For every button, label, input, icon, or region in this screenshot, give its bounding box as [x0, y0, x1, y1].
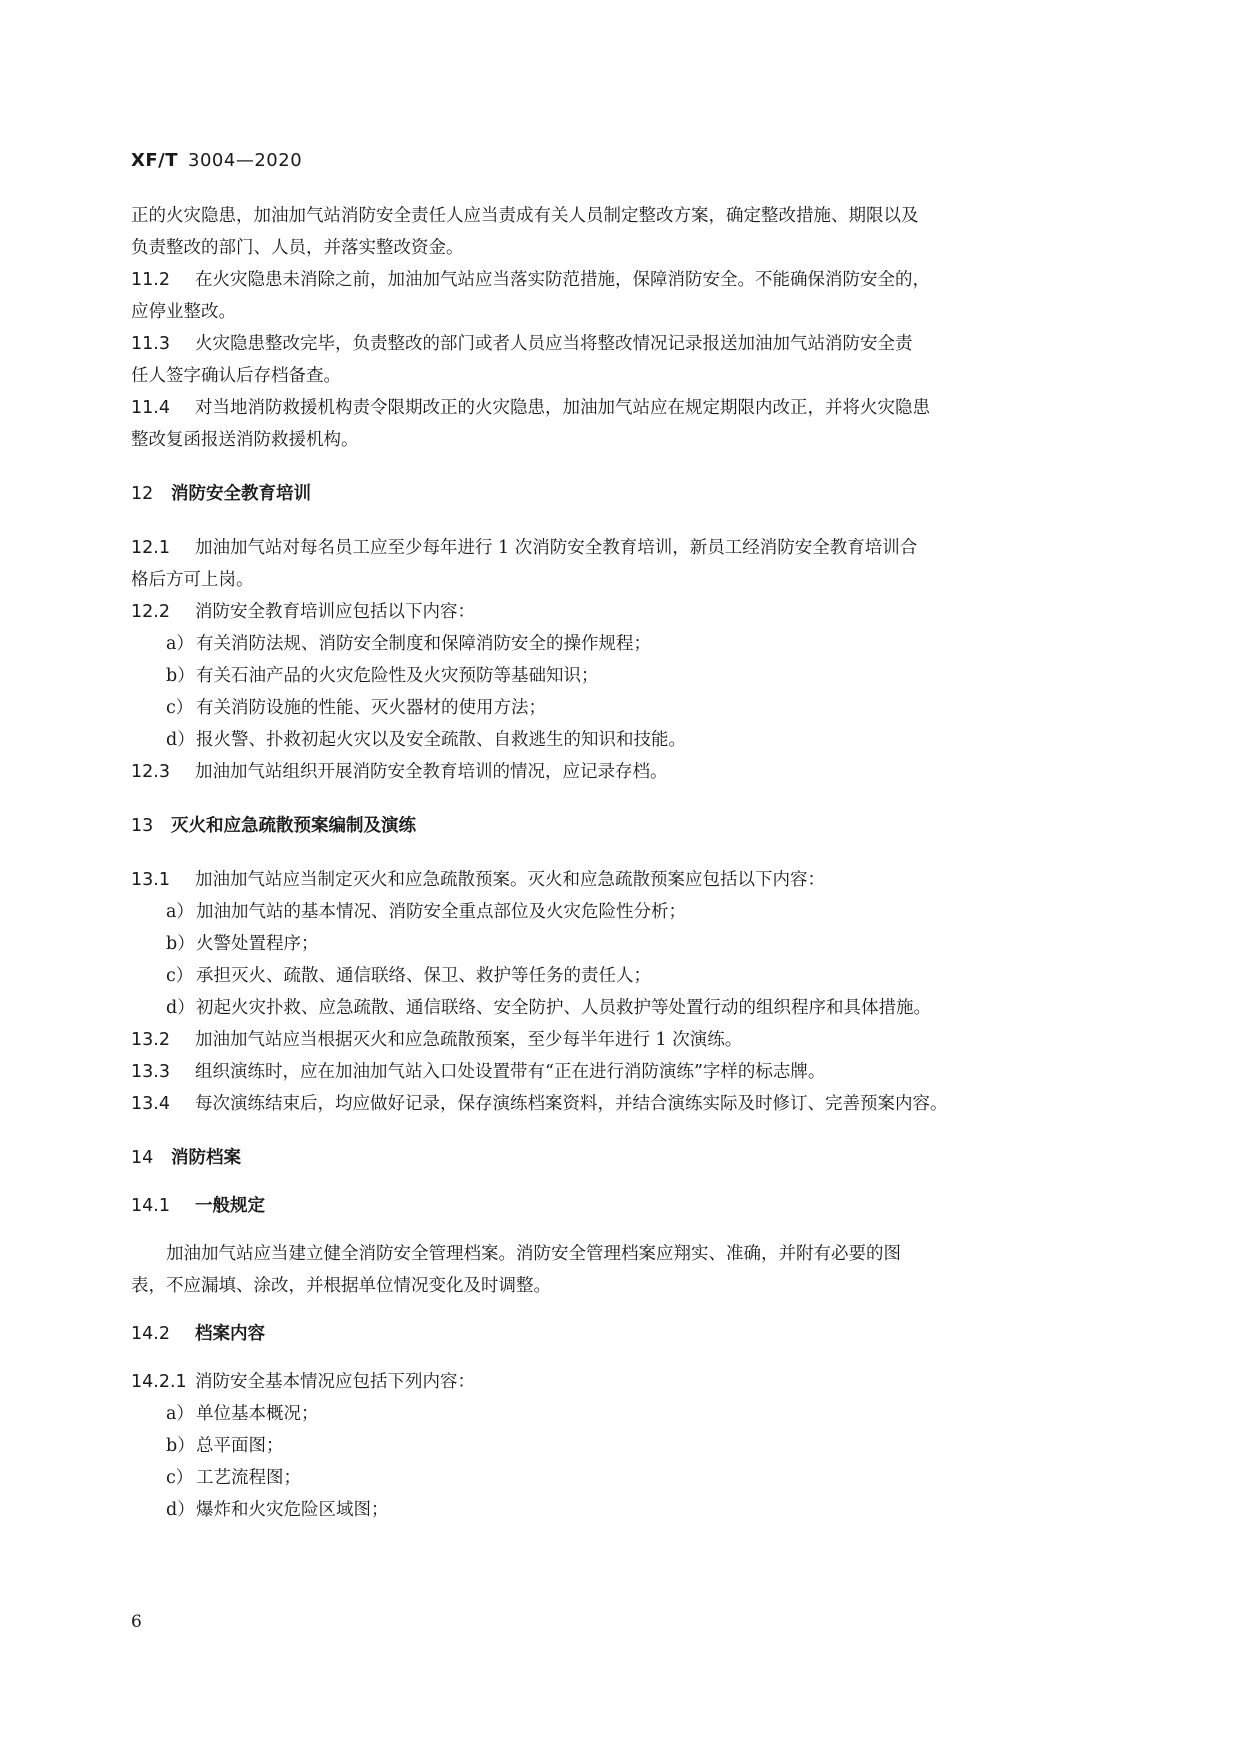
- clause-number: 13.4: [131, 1094, 170, 1114]
- list-text: 加油加气站的基本情况、消防安全重点部位及火灾危险性分析；: [196, 902, 686, 922]
- subsection-number: 14.2: [131, 1324, 170, 1344]
- list-text: 总平面图；: [196, 1436, 284, 1456]
- list-item: [131, 1430, 1099, 1462]
- clause-11-3: [131, 328, 1099, 392]
- text-line: 加油加气站组织开展消防安全教育培训的情况，应记录存档。: [195, 762, 668, 782]
- list-marker: c）: [166, 966, 194, 986]
- subsection-heading-14-2: [131, 1318, 1099, 1350]
- clause-13-4: [131, 1088, 1099, 1120]
- list-marker: d）: [166, 1500, 195, 1520]
- list-text: 承担灭火、疏散、通信联络、保卫、救护等任务的责任人；: [196, 966, 651, 986]
- clause-number: 12.2: [131, 602, 170, 622]
- clause-12-3: [131, 756, 1099, 788]
- clause-11-4: [131, 392, 1099, 456]
- list-marker: c）: [166, 698, 194, 718]
- list-marker: a）: [166, 634, 194, 654]
- section-number: 12: [131, 484, 154, 504]
- subsection-title: 一般规定: [195, 1196, 265, 1216]
- section-title: 消防安全教育培训: [171, 484, 311, 504]
- clause-12-2: [131, 596, 1099, 628]
- section-title: 灭火和应急疏散预案编制及演练: [171, 816, 416, 836]
- clause-number: 13.1: [131, 870, 170, 890]
- clause-number: 11.4: [131, 398, 170, 418]
- section-number: 13: [131, 816, 154, 836]
- standard-code: XF/T: [131, 150, 179, 171]
- text-line: 消防安全基本情况应包括下列内容：: [195, 1372, 475, 1392]
- text-line: 对当地消防救援机构责令限期改正的火灾隐患，加油加气站应在规定期限内改正，并将火灾隐患: [195, 398, 930, 418]
- list-item: [131, 960, 1099, 992]
- list-text: 单位基本概况；: [196, 1404, 319, 1424]
- section-number: 14: [131, 1148, 154, 1168]
- clause-number: 11.3: [131, 334, 170, 354]
- text-line: 每次演练结束后，均应做好记录，保存演练档案资料，并结合演练实际及时修订、完善预案内容。: [195, 1094, 948, 1114]
- clause-number: 12.3: [131, 762, 170, 782]
- list-text: 有关消防法规、消防安全制度和保障消防安全的操作规程；: [196, 634, 651, 654]
- list-marker: d）: [166, 998, 195, 1018]
- text-line: 加油加气站应当根据灭火和应急疏散预案，至少每半年进行 1 次演练。: [195, 1030, 743, 1050]
- text-line: 格后方可上岗。: [131, 570, 254, 590]
- clause-13-3: [131, 1056, 1099, 1088]
- continued-paragraph: [131, 200, 1099, 264]
- subsection-number: 14.1: [131, 1196, 170, 1216]
- subsection-title: 档案内容: [195, 1324, 265, 1344]
- text-line: 负责整改的部门、人员，并落实整改资金。: [131, 238, 464, 258]
- page-number: 6: [131, 1612, 142, 1632]
- clause-14-2-1: [131, 1366, 1099, 1398]
- list-item: [131, 692, 1099, 724]
- list-item: [131, 928, 1099, 960]
- clause-number: 11.2: [131, 270, 170, 290]
- list-text: 报火警、扑救初起火灾以及安全疏散、自救逃生的知识和技能。: [196, 730, 686, 750]
- paragraph: [131, 1238, 1099, 1270]
- list-text: 工艺流程图；: [196, 1468, 301, 1488]
- text-line: 加油加气站应当制定灭火和应急疏散预案。灭火和应急疏散预案应包括以下内容：: [195, 870, 825, 890]
- section-heading-14: [131, 1142, 1099, 1174]
- clause-11-2: [131, 264, 1099, 328]
- document-header: [131, 150, 302, 171]
- section-title: 消防档案: [171, 1148, 241, 1168]
- text-line: 在火灾隐患未消除之前，加油加气站应当落实防范措施，保障消防安全。不能确保消防安全的，: [195, 270, 930, 290]
- text-line: 消防安全教育培训应包括以下内容：: [195, 602, 475, 622]
- list-marker: c）: [166, 1468, 194, 1488]
- text-line: 火灾隐患整改完毕，负责整改的部门或者人员应当将整改情况记录报送加油加气站消防安全责: [195, 334, 913, 354]
- list-marker: b）: [166, 1436, 195, 1456]
- list-item: [131, 1462, 1099, 1494]
- text-line: 整改复函报送消防救援机构。: [131, 430, 359, 450]
- list-item: [131, 724, 1099, 756]
- text-line: 加油加气站对每名员工应至少每年进行 1 次消防安全教育培训，新员工经消防安全教育培训合: [195, 538, 918, 558]
- list-text: 有关石油产品的火灾危险性及火灾预防等基础知识；: [196, 666, 599, 686]
- text-line: 组织演练时，应在加油加气站入口处设置带有“正在进行消防演练”字样的标志牌。: [195, 1062, 826, 1082]
- standard-number: 3004—2020: [188, 150, 303, 171]
- section-heading-13: [131, 810, 1099, 842]
- clause-number: 13.2: [131, 1030, 170, 1050]
- list-item: [131, 1494, 1099, 1526]
- list-text: 初起火灾扑救、应急疏散、通信联络、安全防护、人员救护等处置行动的组织程序和具体措施。: [196, 998, 931, 1018]
- list-marker: b）: [166, 934, 195, 954]
- document-body: [131, 200, 1099, 1526]
- section-heading-12: [131, 478, 1099, 510]
- clause-number: 14.2.1: [131, 1372, 187, 1392]
- list-marker: a）: [166, 902, 194, 922]
- text-line: 正的火灾隐患，加油加气站消防安全责任人应当责成有关人员制定整改方案，确定整改措施、期限以及: [131, 206, 919, 226]
- list-text: 火警处置程序；: [196, 934, 319, 954]
- subsection-heading-14-1: [131, 1190, 1099, 1222]
- clause-number: 13.3: [131, 1062, 170, 1082]
- list-marker: d）: [166, 730, 195, 750]
- list-marker: a）: [166, 1404, 194, 1424]
- clause-12-1: [131, 532, 1099, 596]
- text-line: 任人签字确认后存档备查。: [131, 366, 341, 386]
- text-line: 加油加气站应当建立健全消防安全管理档案。消防安全管理档案应翔实、准确，并附有必要的图: [166, 1244, 901, 1264]
- clause-13-1: [131, 864, 1099, 896]
- clause-13-2: [131, 1024, 1099, 1056]
- list-item: [131, 992, 1099, 1024]
- list-text: 爆炸和火灾危险区域图；: [196, 1500, 389, 1520]
- list-text: 有关消防设施的性能、灭火器材的使用方法；: [196, 698, 546, 718]
- list-item: [131, 1398, 1099, 1430]
- text-line: 表，不应漏填、涂改，并根据单位情况变化及时调整。: [131, 1276, 551, 1296]
- list-item: [131, 660, 1099, 692]
- list-marker: b）: [166, 666, 195, 686]
- clause-number: 12.1: [131, 538, 170, 558]
- list-item: [131, 628, 1099, 660]
- text-line: 应停业整改。: [131, 302, 236, 322]
- list-item: [131, 896, 1099, 928]
